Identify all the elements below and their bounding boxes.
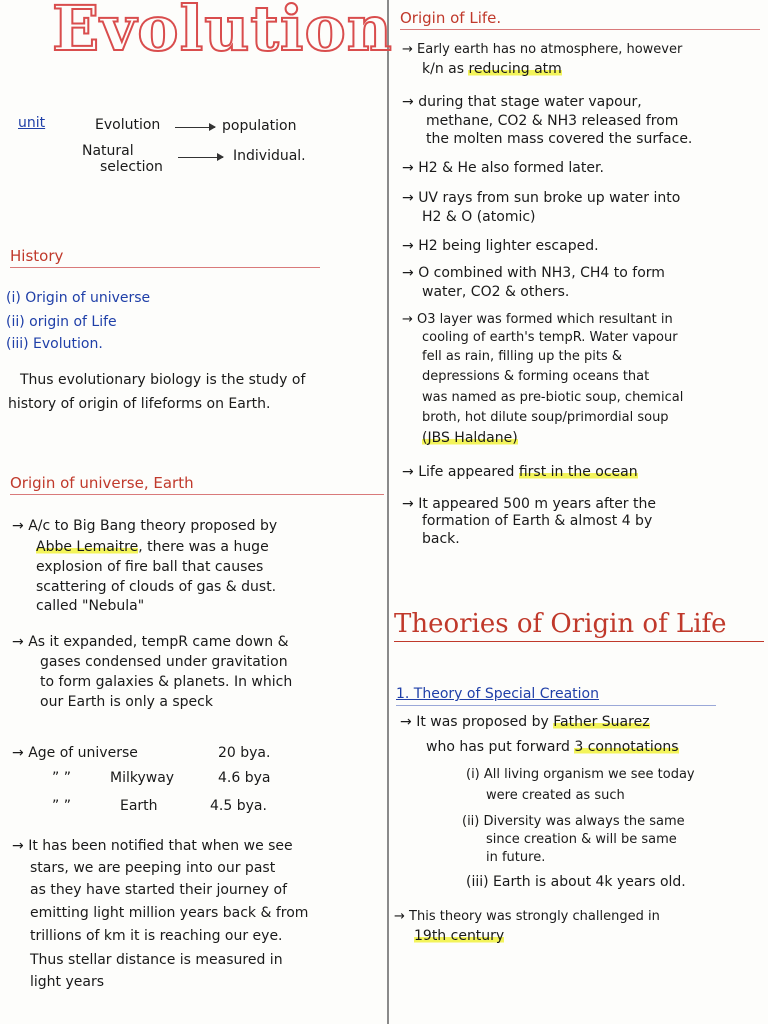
bullet-fragment: Life appeared bbox=[418, 464, 515, 480]
life-heading: Origin of Life. bbox=[400, 9, 502, 27]
highlight-term: 3 connotations bbox=[574, 739, 679, 755]
bullet-line: H2 & O (atomic) bbox=[422, 209, 536, 225]
bullet-line: fell as rain, filling up the pits & bbox=[422, 349, 622, 364]
bullet-line: stars, we are peeping into our past bbox=[30, 860, 276, 876]
map1-from: Evolution bbox=[95, 117, 161, 133]
heading-rule bbox=[396, 705, 716, 706]
bullet-fragment: who has put forward bbox=[426, 739, 570, 755]
age-row-value: 4.5 bya. bbox=[210, 798, 267, 814]
bullet-line: scattering of clouds of gas & dust. bbox=[36, 579, 277, 595]
history-heading: History bbox=[10, 247, 64, 265]
bullet-text: → H2 being lighter escaped. bbox=[402, 236, 599, 256]
age-row-label: → Age of universe bbox=[12, 743, 138, 763]
bullet-line: was named as pre-biotic soup, chemical bbox=[422, 390, 684, 405]
bullet-text: → O combined with NH3, CH4 to form bbox=[402, 263, 665, 283]
bullet-fragment: It was proposed by bbox=[416, 714, 549, 730]
bullet-line bbox=[422, 428, 518, 448]
age-row-value: 20 bya. bbox=[218, 745, 271, 761]
highlight-term: reducing atm bbox=[468, 61, 562, 77]
bullet-line: called "Nebula" bbox=[36, 598, 145, 614]
arrow-icon bbox=[178, 157, 223, 158]
bullet-text: → H2 & He also formed later. bbox=[402, 158, 604, 178]
connotation-item: (i) All living organism we see today bbox=[466, 767, 695, 782]
map1-to: population bbox=[222, 118, 297, 134]
bullet-text: → A/c to Big Bang theory proposed by bbox=[12, 516, 277, 536]
bullet-line: the molten mass covered the surface. bbox=[426, 131, 693, 147]
bullet-line: emitting light million years back & from bbox=[30, 905, 309, 921]
highlight-term: 19th century bbox=[414, 928, 505, 944]
history-item: (iii) Evolution. bbox=[6, 336, 103, 352]
highlight-name: Abbe Lemaitre bbox=[36, 539, 139, 555]
bullet-line: broth, hot dilute soup/primordial soup bbox=[422, 410, 669, 425]
bullet-line: light years bbox=[30, 974, 105, 990]
bullet-line: trillions of km it is reaching our eye. bbox=[30, 928, 283, 944]
bullet-fragment: , there was a huge bbox=[138, 539, 269, 555]
bullet-text: → O3 layer was formed which resultant in bbox=[402, 310, 673, 330]
bullet-line: as they have started their journey of bbox=[30, 882, 288, 898]
bullet-line: Thus stellar distance is measured in bbox=[30, 952, 283, 968]
column-divider bbox=[387, 0, 389, 1024]
heading-rule bbox=[10, 267, 320, 268]
bullet-line bbox=[414, 926, 504, 946]
bullet-line bbox=[36, 537, 269, 557]
universe-heading: Origin of universe, Earth bbox=[10, 474, 194, 492]
map2-from-b: selection bbox=[100, 159, 163, 175]
heading-rule bbox=[400, 29, 760, 30]
bullet-text: → UV rays from sun broke up water into bbox=[402, 188, 680, 208]
age-row-value: 4.6 bya bbox=[218, 770, 271, 786]
bullet-fragment: k/n as bbox=[422, 61, 465, 77]
highlight-name: Father Suarez bbox=[553, 714, 650, 730]
heading-rule bbox=[394, 641, 764, 642]
heading-rule bbox=[10, 494, 384, 495]
map2-from-a: Natural bbox=[82, 143, 134, 159]
bullet-line: to form galaxies & planets. In which bbox=[40, 674, 293, 690]
connotation-item: in future. bbox=[486, 850, 546, 865]
bullet-line: methane, CO2 & NH3 released from bbox=[426, 113, 679, 129]
highlight-term: first in the ocean bbox=[518, 464, 638, 480]
connotation-item: since creation & will be same bbox=[486, 832, 677, 847]
history-text: history of origin of lifeforms on Earth. bbox=[8, 396, 271, 412]
age-row-label: Milkyway bbox=[110, 770, 175, 786]
bullet-line bbox=[426, 737, 679, 757]
page-title: Evolution bbox=[52, 0, 393, 65]
right-column bbox=[390, 0, 768, 1024]
bullet-text: → Early earth has no atmosphere, however bbox=[402, 40, 682, 60]
bullet-line bbox=[422, 59, 562, 79]
unit-label: unit bbox=[18, 115, 46, 131]
bullet-text bbox=[402, 462, 638, 482]
bullet-text: → during that stage water vapour, bbox=[402, 92, 642, 112]
bullet-line: cooling of earth's tempR. Water vapour bbox=[422, 330, 678, 345]
bullet-text: → It appeared 500 m years after the bbox=[402, 494, 656, 514]
bullet-line: formation of Earth & almost 4 by bbox=[422, 513, 653, 529]
bullet-line: explosion of fire ball that causes bbox=[36, 559, 264, 575]
bullet-line: water, CO2 & others. bbox=[422, 284, 570, 300]
bullet-text: → As it expanded, tempR came down & bbox=[12, 632, 289, 652]
history-item: (i) Origin of universe bbox=[6, 290, 151, 306]
bullet-line: back. bbox=[422, 531, 460, 547]
map2-to: Individual. bbox=[233, 148, 306, 164]
bullet-line: our Earth is only a speck bbox=[40, 694, 213, 710]
age-row-label: Earth bbox=[120, 798, 158, 814]
connotation-item: (iii) Earth is about 4k years old. bbox=[466, 874, 686, 890]
ditto-mark: ” ” bbox=[52, 798, 71, 814]
theories-title: Theories of Origin of Life bbox=[394, 609, 727, 639]
arrow-icon bbox=[175, 127, 215, 128]
connotation-item: (ii) Diversity was always the same bbox=[462, 814, 685, 829]
bullet-line: gases condensed under gravitation bbox=[40, 654, 288, 670]
history-item: (ii) origin of Life bbox=[6, 314, 117, 330]
highlight-name: (JBS Haldane) bbox=[422, 430, 518, 446]
bullet-line: depressions & forming oceans that bbox=[422, 369, 650, 384]
bullet-text: → This theory was strongly challenged in bbox=[394, 907, 660, 927]
history-text: Thus evolutionary biology is the study of bbox=[20, 372, 306, 388]
bullet-text: → It has been notified that when we see bbox=[12, 836, 293, 856]
bullet-text bbox=[400, 712, 650, 732]
special-creation-heading: 1. Theory of Special Creation bbox=[396, 686, 599, 702]
connotation-item: were created as such bbox=[486, 788, 625, 803]
ditto-mark: ” ” bbox=[52, 770, 71, 786]
